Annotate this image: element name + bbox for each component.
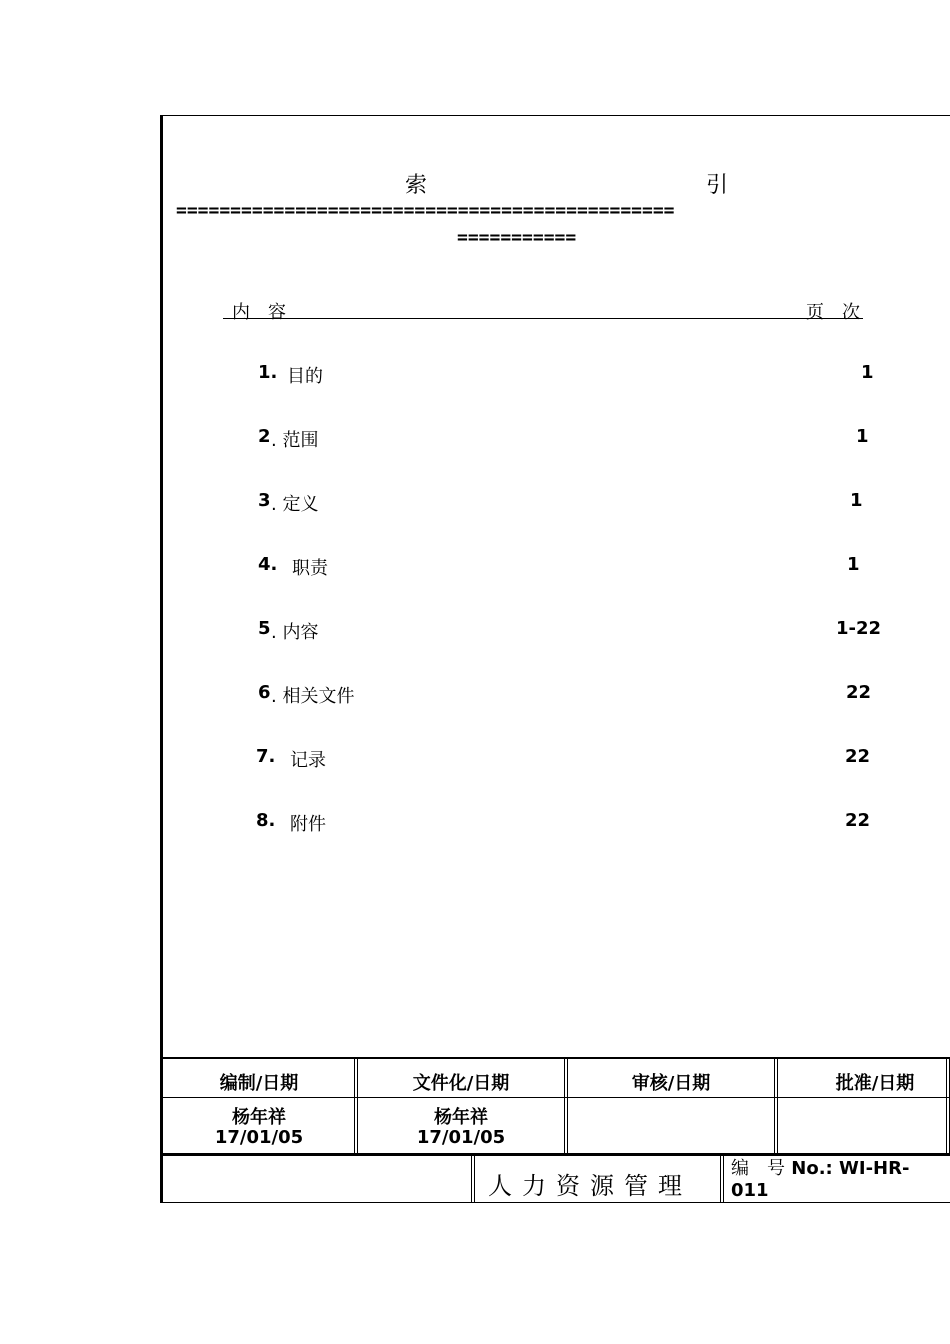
- sign-date: 17/01/05: [416, 1127, 506, 1148]
- item-label: 记录: [290, 750, 326, 771]
- footer-top-border: [160, 1153, 950, 1156]
- item-page: 22: [846, 682, 872, 703]
- footer-col-divider: [720, 1155, 724, 1203]
- header-underline: [223, 318, 863, 319]
- item-page: 1: [861, 362, 874, 383]
- item-label: 职责: [292, 558, 328, 579]
- item-page: 1: [850, 490, 863, 511]
- sign-date: 17/01/05: [214, 1127, 304, 1148]
- sign-table-top-border: [160, 1057, 950, 1059]
- department-name: 人力资源管理: [488, 1172, 692, 1200]
- item-page: 22: [845, 810, 871, 831]
- item-label: 附件: [290, 814, 326, 835]
- header-page: 页 次: [806, 302, 860, 323]
- signer-name: 杨年祥: [434, 1107, 488, 1128]
- title-char-right: 引: [706, 173, 729, 198]
- item-number: 3: [258, 490, 271, 511]
- title-char-left: 索: [405, 173, 428, 198]
- sign-header-reviewed: 审核/日期: [631, 1073, 711, 1094]
- item-number: 5: [258, 618, 271, 639]
- code-label: 编 号: [731, 1158, 785, 1179]
- separator-line-2: ===========: [457, 227, 577, 248]
- signer-name: 杨年祥: [232, 1107, 286, 1128]
- sign-header-approved: 批准/日期: [835, 1073, 915, 1094]
- item-number: 8.: [256, 810, 276, 831]
- item-page: 1: [856, 426, 869, 447]
- item-label: . 范围: [271, 430, 319, 451]
- item-label: . 相关文件: [271, 686, 355, 707]
- item-label: 目的: [287, 366, 323, 387]
- separator-line-1: ==============================================: [176, 200, 675, 221]
- item-number: 2: [258, 426, 271, 447]
- sign-header-documented: 文件化/日期: [412, 1073, 510, 1094]
- document-code: [731, 1158, 946, 1202]
- item-number: 6: [258, 682, 271, 703]
- footer-col-divider: [471, 1155, 475, 1203]
- sign-header-prepared: 编制/日期: [219, 1073, 299, 1094]
- code-value: No.: WI-HR-011: [731, 1158, 910, 1201]
- item-number: 7.: [256, 746, 276, 767]
- header-content: 内 容: [232, 302, 286, 323]
- item-number: 4.: [258, 554, 278, 575]
- item-page: 22: [845, 746, 871, 767]
- sign-table-row-divider: [160, 1097, 950, 1098]
- item-page: 1: [847, 554, 860, 575]
- item-page: 1-22: [836, 618, 882, 639]
- item-label: . 定义: [271, 494, 319, 515]
- item-number: 1.: [258, 362, 278, 383]
- item-label: . 内容: [271, 622, 319, 643]
- document-frame: [160, 115, 950, 1203]
